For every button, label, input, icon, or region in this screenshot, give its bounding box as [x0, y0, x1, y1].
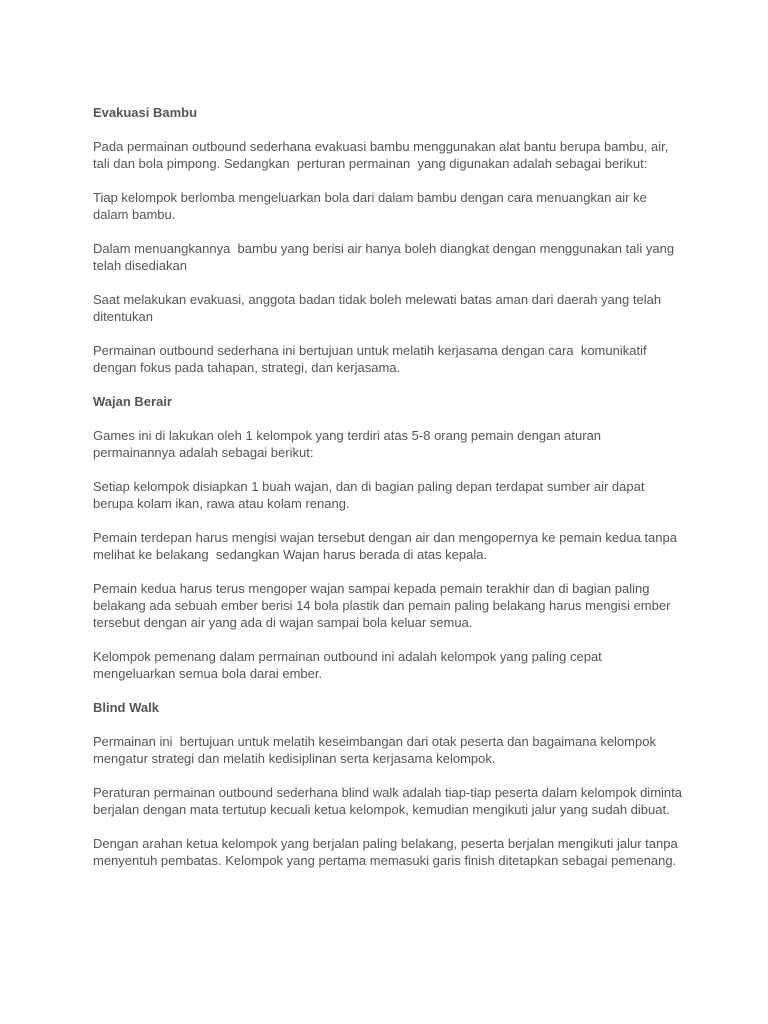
paragraph: Dalam menuangkannya bambu yang berisi air hanya boleh diangkat dengan menggunakan tali yang telah disediakan: [93, 241, 678, 273]
paragraph: Kelompok pemenang dalam permainan outbound ini adalah kelompok yang paling cepat mengeluarkan semua bola darai ember.: [93, 649, 606, 681]
section-heading: Evakuasi Bambu: [93, 105, 198, 120]
document-body: [93, 104, 686, 886]
paragraph: Pemain terdepan harus mengisi wajan tersebut dengan air dan mengopernya ke pemain kedua tanpa melihat ke belakang sedangkan Wajan harus berada di atas kepala.: [93, 530, 681, 562]
paragraph: Dengan arahan ketua kelompok yang berjalan paling belakang, peserta berjalan mengikuti jalur tanpa menyentuh pembatas. Kelompok yang pertama memasuki garis finish ditetapkan sebagai pemenang.: [93, 836, 682, 868]
section-wajan-berair: [93, 393, 683, 682]
section-evakuasi-bambu: [93, 104, 683, 376]
paragraph: Permainan ini bertujuan untuk melatih keseimbangan dari otak peserta dan bagaimana kelompok mengatur strategi dan melatih kedisiplinan serta kerjasama kelompok.: [93, 734, 660, 766]
section-heading: Wajan Berair: [93, 394, 172, 409]
paragraph: Games ini di lakukan oleh 1 kelompok yang terdiri atas 5-8 orang pemain dengan aturan permainannya adalah sebagai berikut:: [93, 428, 605, 460]
paragraph: Pada permainan outbound sederhana evakuasi bambu menggunakan alat bantu berupa bambu, air, tali dan bola pimpong. Sedangkan perturan permainan yang digunakan adalah sebagai berikut:: [93, 139, 672, 171]
paragraph: Setiap kelompok disiapkan 1 buah wajan, dan di bagian paling depan terdapat sumber air dapat berupa kolam ikan, rawa atau kolam renang.: [93, 479, 649, 511]
paragraph: Tiap kelompok berlomba mengeluarkan bola dari dalam bambu dengan cara menuangkan air ke dalam bambu.: [93, 190, 651, 222]
paragraph: Peraturan permainan outbound sederhana blind walk adalah tiap-tiap peserta dalam kelompok diminta berjalan dengan mata tertutup kecuali ketua kelompok, kemudian mengikuti jalur yang sudah dibuat.: [93, 785, 686, 817]
paragraph: Permainan outbound sederhana ini bertujuan untuk melatih kerjasama dengan cara komunikatif dengan fokus pada tahapan, strategi, dan kerjasama.: [93, 343, 651, 375]
section-heading: Blind Walk: [93, 700, 159, 715]
section-blind-walk: [93, 699, 686, 869]
paragraph: Saat melakukan evakuasi, anggota badan tidak boleh melewati batas aman dari daerah yang telah ditentukan: [93, 292, 665, 324]
paragraph: Pemain kedua harus terus mengoper wajan sampai kepada pemain terakhir dan di bagian paling belakang ada sebuah ember berisi 14 bola plastik dan pemain paling belakang harus mengisi ember tersebut dengan air yang ada di wajan sampai bola keluar semua.: [93, 581, 675, 630]
